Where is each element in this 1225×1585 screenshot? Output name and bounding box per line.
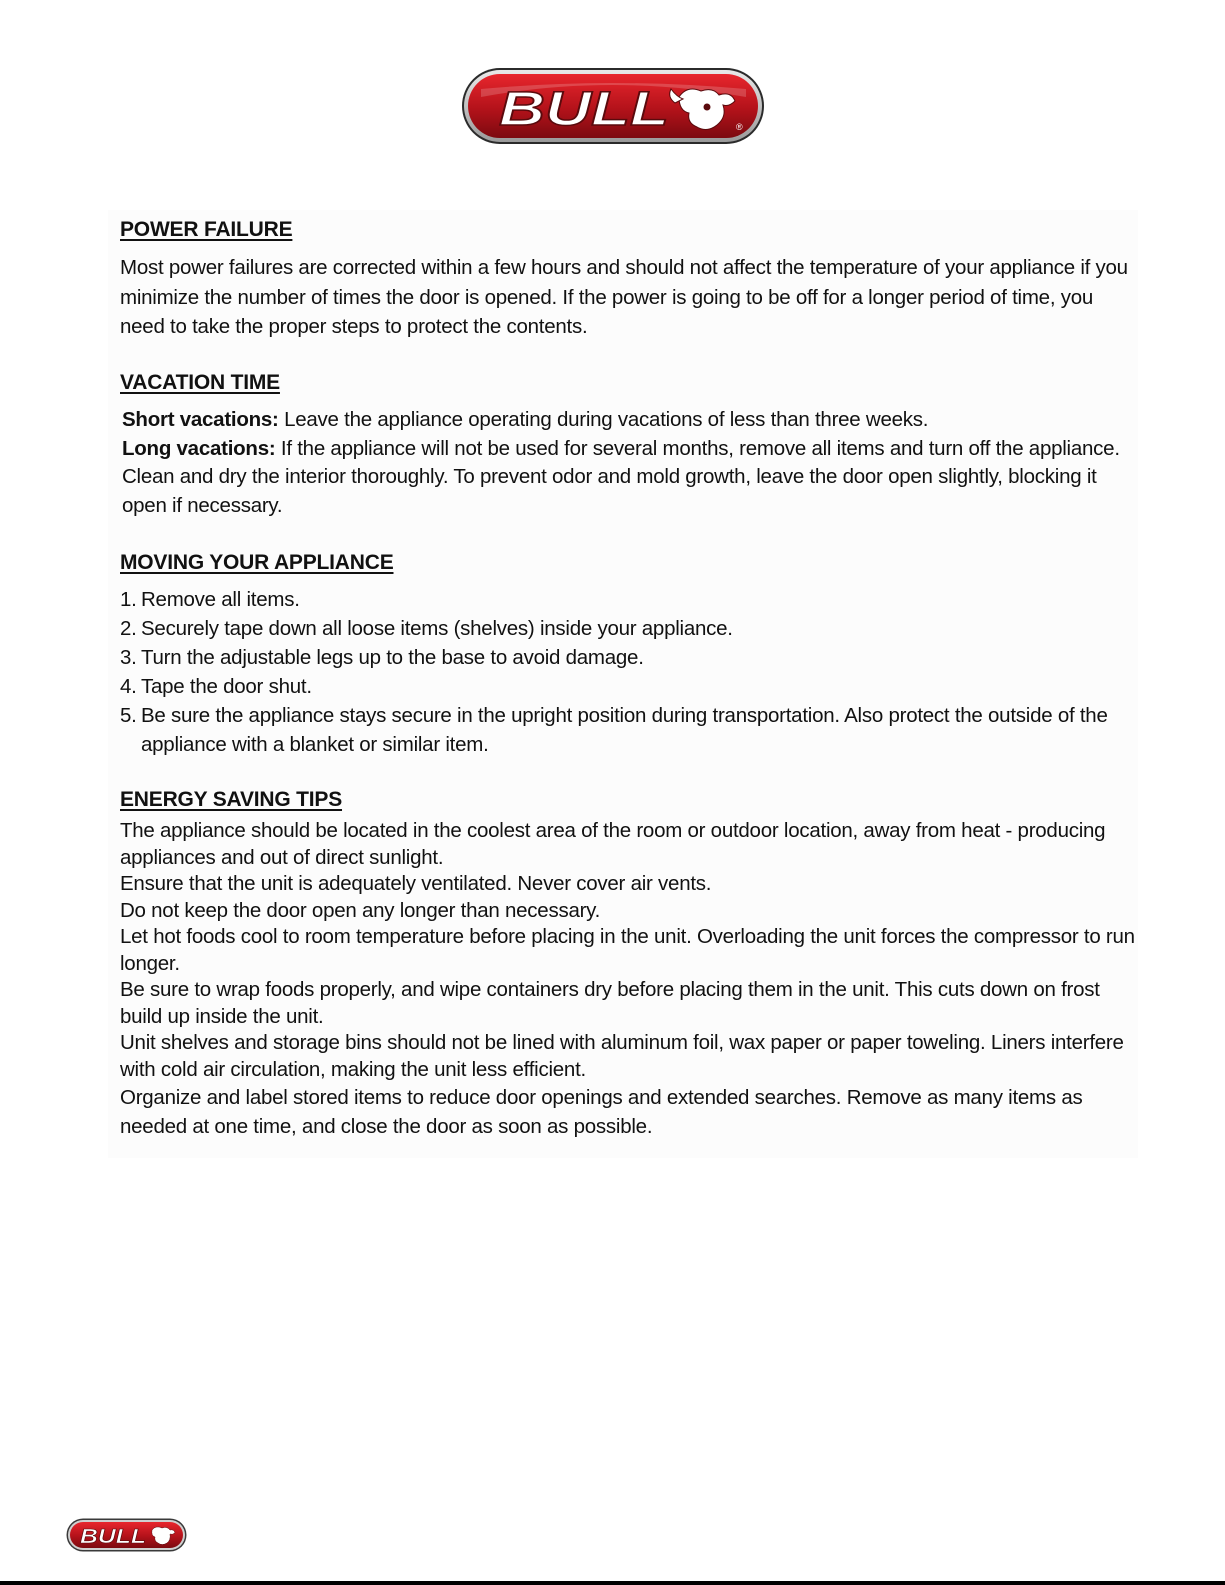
bull-logo bbox=[461, 67, 771, 149]
moving-steps-list bbox=[120, 585, 1138, 759]
list-item: 3. Turn the adjustable legs up to the base to avoid damage. bbox=[120, 646, 644, 669]
long-vacations-text: If the appliance will not be used for several months, remove all items and turn off the appliance. Clean and dry the interior thoroughly. To prevent odor and mold growth, leave the door open slightly, blocking it open if necessary. bbox=[122, 436, 1120, 517]
paragraph: Most power failures are corrected within a few hours and should not affect the temperature of your appliance if you minimize the number of times the door is opened. If the power is going to be off for a longer period of time, you need to take the proper steps to protect the contents. bbox=[120, 256, 1128, 338]
svg-text:®: ® bbox=[736, 122, 743, 132]
page-bottom-rule bbox=[0, 1581, 1225, 1585]
energy-tip: Ensure that the unit is adequately ventilated. Never cover air vents. bbox=[120, 872, 712, 895]
paragraph bbox=[120, 406, 1138, 520]
section-heading: MOVING YOUR APPLIANCE bbox=[120, 551, 394, 574]
energy-tip: The appliance should be located in the coolest area of the room or outdoor location, away from heat - producing appliances and out of direct sunlight. bbox=[120, 819, 1106, 869]
section-heading: VACATION TIME bbox=[120, 371, 280, 394]
section-heading: ENERGY SAVING TIPS bbox=[120, 788, 343, 811]
logo-wordmark: BULL bbox=[499, 83, 669, 136]
bull-logo-footer bbox=[66, 1518, 187, 1552]
energy-tip: Unit shelves and storage bins should not be lined with aluminum foil, wax paper or paper toweling. Liners interfere with cold air circulation, making the unit less efficient. bbox=[120, 1031, 1124, 1081]
vacation-time-section bbox=[120, 370, 1138, 520]
energy-tip: Do not keep the door open any longer than necessary. bbox=[120, 898, 601, 922]
short-vacations-text: Leave the appliance operating during vacations of less than three weeks. bbox=[278, 408, 929, 431]
list-item: 1. Remove all items. bbox=[120, 588, 300, 611]
list-item: 4. Tape the door shut. bbox=[120, 675, 312, 698]
long-vacations-label: Long vacations: bbox=[122, 436, 276, 460]
moving-section bbox=[120, 550, 1138, 759]
list-item: 2. Securely tape down all loose items (shelves) inside your appliance. bbox=[120, 617, 733, 640]
energy-tip: Be sure to wrap foods properly, and wipe containers dry before placing them in the unit. This cuts down on frost build up inside the unit. bbox=[120, 978, 1100, 1028]
document-body bbox=[108, 210, 1138, 1158]
short-vacations-label: Short vacations: bbox=[122, 408, 279, 431]
power-failure-section bbox=[120, 217, 1138, 342]
energy-tip: Organize and label stored items to reduce door openings and extended searches. Remove as many items as needed at one time, and close the door as soon as possible. bbox=[120, 1086, 1083, 1138]
section-heading: POWER FAILURE bbox=[120, 218, 293, 241]
list-item: 5. Be sure the appliance stays secure in the upright position during transportation. Also protect the outside of the appliance with a blanket or similar item. bbox=[120, 704, 1108, 756]
logo-wordmark: BULL bbox=[80, 1526, 146, 1548]
energy-tip: Let hot foods cool to room temperature before placing in the unit. Overloading the unit forces the compressor to run longer. bbox=[120, 925, 1135, 975]
energy-saving-section bbox=[120, 787, 1138, 1141]
